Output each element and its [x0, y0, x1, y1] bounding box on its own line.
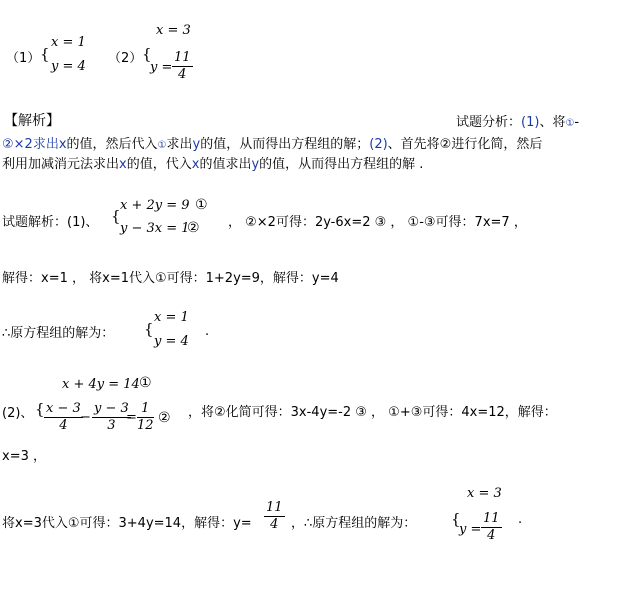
solution1-lead: 试题解析：(1)、	[2, 215, 99, 230]
fraction-numerator: 1	[137, 401, 154, 418]
answer2-eq1: x = 3	[156, 23, 191, 38]
fraction-numerator: 11	[483, 511, 500, 526]
solution1-conclusion: ∴原方程组的解为：	[2, 326, 115, 341]
fraction-numerator: y − 3	[94, 401, 129, 416]
brace: {	[142, 45, 152, 63]
fraction-11-over-4	[264, 500, 285, 533]
system1-eq2: y − 3x = 1	[120, 221, 190, 236]
answer2-eq2-y: y =	[150, 60, 173, 75]
analysis-text: 的值求出	[199, 157, 252, 172]
fraction-y-minus-3-over-3	[92, 401, 131, 434]
brace: {	[111, 207, 121, 225]
analysis-text: 利用加减消元法求出	[2, 157, 120, 172]
analysis-text: 的值，从而得出方程组的解 .	[259, 157, 424, 172]
circled-one: ①	[195, 197, 208, 213]
brace: {	[35, 400, 45, 418]
circled-one: ①	[565, 118, 575, 129]
analysis-text: 的值，从而得出方程组的解；	[200, 137, 370, 152]
variable-x: x	[119, 157, 127, 172]
minus-sign: -	[574, 115, 580, 130]
analysis-text: 求出	[166, 137, 193, 152]
analysis-text: ②×2求出	[2, 137, 59, 152]
answer1-eq2: y = 4	[51, 59, 86, 74]
period: .	[518, 512, 523, 527]
part1-marker: (1)	[521, 115, 540, 130]
solution2-step1-cont: x=3 ，	[2, 449, 46, 464]
equals-sign: =	[126, 410, 137, 425]
fraction-numerator: 11	[174, 50, 191, 65]
variable-x: x	[191, 157, 200, 172]
solution2-step2: 将x=3代入①可得：3+4y=14，解得：y=	[2, 516, 252, 531]
fraction-1-over-12	[137, 401, 154, 434]
brace: {	[144, 320, 154, 338]
solution1-answer-x: x = 1	[154, 310, 189, 325]
solution1-step1: ， ②×2可得：2y-6x=2 ③ ， ①-③可得：7x=7 ，	[228, 215, 527, 230]
answer1-label: （1）	[6, 51, 41, 66]
solution1-step2: 解得：x=1 ， 将x=1代入①可得：1+2y=9，解得：y=4	[2, 271, 339, 286]
fraction-denominator: 4	[178, 67, 187, 82]
circled-two: ②	[187, 220, 200, 236]
fraction-numerator: 11	[266, 500, 283, 515]
fraction-numerator: x − 3	[46, 401, 81, 416]
circled-one: ①	[157, 140, 167, 151]
analysis-line-2	[2, 133, 542, 152]
analysis-text: 的值，代入	[126, 157, 192, 172]
analysis-lead	[456, 111, 579, 130]
brace: {	[40, 45, 50, 63]
circled-one: ①	[139, 375, 152, 391]
fraction-denominator: 4	[270, 517, 279, 532]
system1-eq1: x + 2y = 9	[120, 198, 190, 213]
analysis-heading: 【解析】	[4, 113, 60, 129]
part2-marker: (2)	[369, 137, 388, 152]
period: .	[205, 324, 210, 339]
fraction-denominator: 12	[137, 418, 154, 433]
system2-eq1: x + 4y = 14	[62, 377, 140, 392]
solution2-lead: (2)、	[2, 406, 34, 421]
brace: {	[451, 510, 461, 528]
solution1-answer-y: y = 4	[154, 334, 189, 349]
fraction-11-over-4	[481, 511, 502, 544]
fraction-denominator: 4	[59, 418, 68, 433]
analysis-lead-text: 试题分析：	[456, 115, 522, 130]
fraction-denominator: 4	[487, 528, 496, 543]
analysis-text: 的值，然后代入	[66, 137, 158, 152]
solution2-answer-y: y =	[459, 522, 482, 537]
fraction-denominator: 3	[107, 418, 116, 433]
fraction-x-minus-3-over-4	[44, 401, 83, 434]
minus-sign: −	[80, 410, 91, 425]
solution2-answer-x: x = 3	[467, 486, 502, 501]
variable-y: y	[192, 137, 201, 152]
circled-two: ②	[158, 410, 171, 426]
answer2-label: （2）	[108, 51, 143, 66]
solution2-conclusion: ，∴原方程组的解为：	[291, 516, 417, 531]
solution2-step1: ，将②化简可得：3x-4y=-2 ③ ， ①+③可得：4x=12，解得：	[188, 405, 557, 420]
variable-x: x	[58, 137, 67, 152]
analysis-line-3	[2, 153, 423, 172]
variable-y: y	[251, 157, 260, 172]
answer2-fraction	[172, 50, 193, 83]
analysis-text: 、首先将②进行化简，然后	[387, 137, 543, 152]
answer1-eq1: x = 1	[51, 35, 86, 50]
analysis-lead-mid: 、将	[539, 115, 566, 130]
